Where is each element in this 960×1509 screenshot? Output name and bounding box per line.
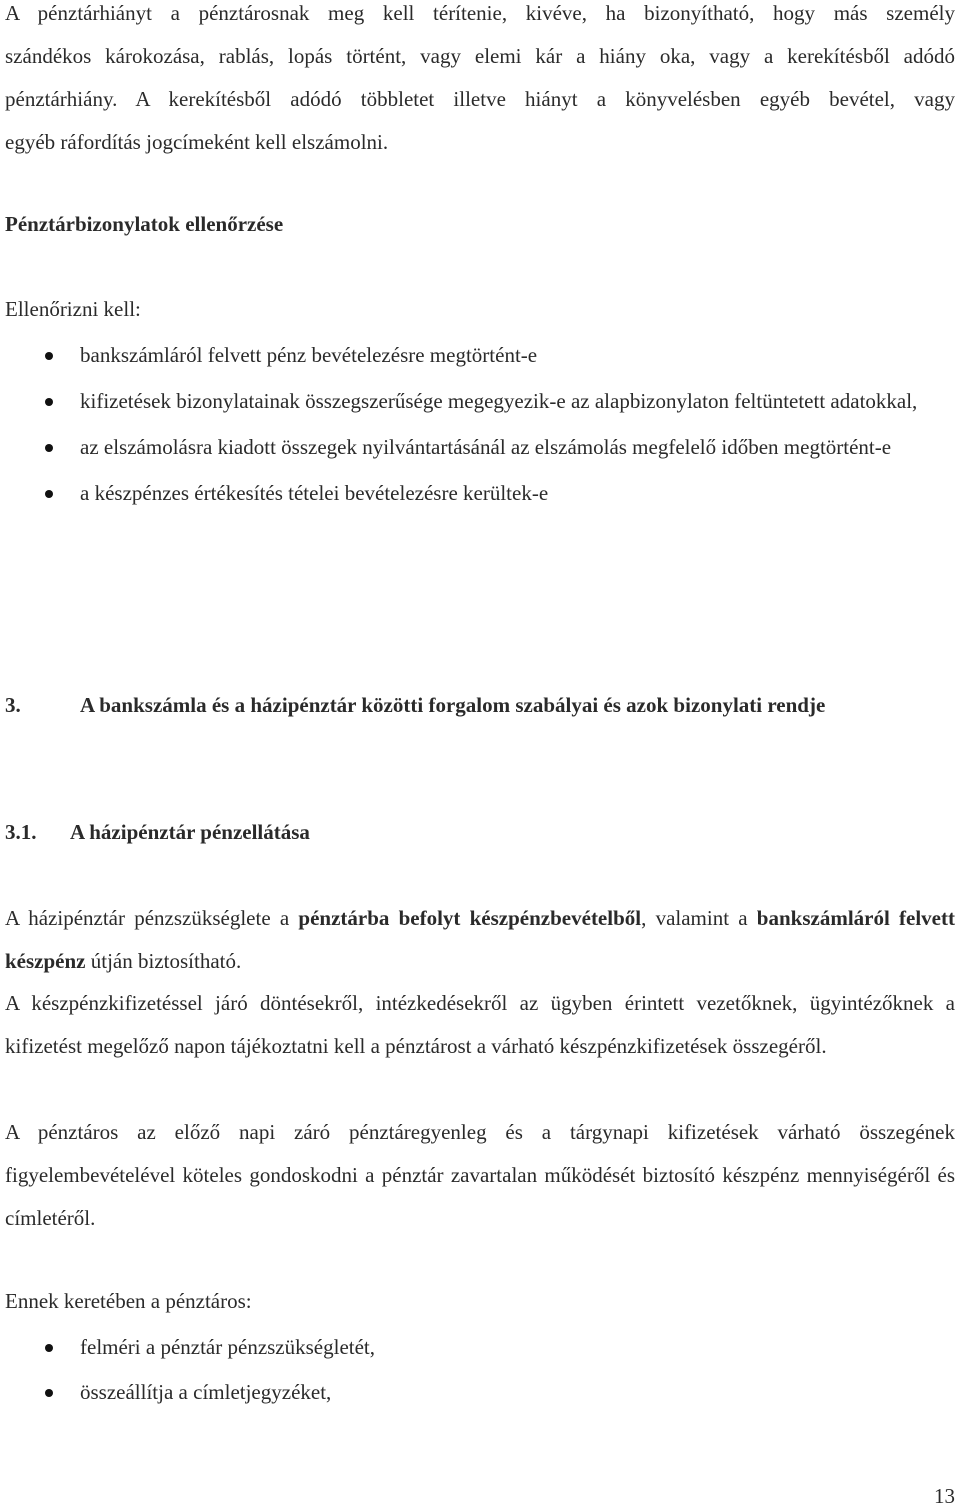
check-section-lead: Ellenőrizni kell:: [5, 297, 141, 321]
list-item-text: a készpénzes értékesítés tételei bevételezésre kerültek-e: [80, 481, 549, 505]
list-item-text: az elszámolásra kiadott összegek nyilvántartásánál az elszámolás megfelelő időben megtörtént-e: [80, 435, 892, 459]
bullet-icon: [45, 490, 53, 498]
section-3-1-lead: Ennek keretében a pénztáros:: [5, 1289, 252, 1313]
section-3-1-number: 3.1.: [5, 820, 37, 844]
intro-paragraph: [5, 0, 955, 164]
section-3-heading: [5, 684, 955, 727]
intro-line-2: szándékos károkozása, rablás, lopás történt, vagy elemi kár a hiány oka, vagy a kerekítésből adódó: [5, 44, 955, 68]
list-item: [5, 334, 955, 377]
section-3-1-paragraph-1: [5, 897, 955, 983]
section-3-number: 3.: [5, 693, 21, 717]
bullet-icon: [45, 1344, 53, 1352]
check-list: [5, 334, 955, 515]
list-item: [5, 1326, 955, 1369]
bullet-icon: [45, 398, 53, 406]
list-item-text: bankszámláról felvett pénz bevételezésre megtörtént-e: [80, 343, 538, 367]
bold-run: pénztárba befolyt készpénzbevételből: [298, 906, 642, 930]
cashier-task-list: [5, 1326, 955, 1414]
section-3-title: A bankszámla és a házipénztár közötti forgalom szabályai és azok bizonylati rendje: [80, 693, 826, 717]
list-item: [5, 380, 955, 423]
list-item: [5, 426, 955, 469]
text-run: , valamint a: [641, 906, 757, 930]
section-3-1-title: A házipénztár pénzellátása: [70, 820, 310, 844]
list-item: [5, 472, 955, 515]
intro-line-1: A pénztárhiányt a pénztárosnak meg kell térítenie, kivéve, ha bizonyítható, hogy más személy: [5, 1, 955, 25]
page-number: 13: [934, 1484, 955, 1508]
text-run: A házipénztár pénzszükséglete a: [5, 906, 299, 930]
bullet-icon: [45, 444, 53, 452]
bullet-icon: [45, 352, 53, 360]
list-item: [5, 1371, 955, 1414]
list-item-text: kifizetések bizonylatainak összegszerűsége megegyezik-e az alapbizonylaton feltüntetett adatokkal,: [80, 389, 918, 413]
section-3-1-paragraph-3: A pénztáros az előző napi záró pénztáregyenleg és a tárgynapi kifizetések várható összegének figyelembevételével köteles gondoskodni a pénztár zavartalan működését biztosító készpénz mennyiségéről és címletéről.: [5, 1120, 955, 1230]
section-3-1-paragraph-2: A készpénzkifizetéssel járó döntésekről, intézkedésekről az ügyben érintett vezetőknek, ügyintézőknek a kifizetést megelőző napon tájékoztatni kell a pénztárost a várható készpénzkifizetések összegéről.: [5, 991, 955, 1058]
list-item-text: összeállítja a címletjegyzéket,: [80, 1380, 332, 1404]
intro-line-4: egyéb ráfordítás jogcímeként kell elszámolni.: [5, 130, 389, 154]
text-run: útján biztosítható.: [85, 949, 242, 973]
list-item-text: felméri a pénztár pénzszükségletét,: [80, 1335, 376, 1359]
section-3-1-heading: [5, 811, 310, 854]
check-section-title: Pénztárbizonylatok ellenőrzése: [5, 212, 284, 236]
bold-run: bankszámláról felvett készpénz: [5, 906, 955, 973]
bullet-icon: [45, 1389, 53, 1397]
intro-line-3: pénztárhiány. A kerekítésből adódó többletet illetve hiányt a könyvelésben egyéb bevétel, vagy: [5, 87, 955, 111]
